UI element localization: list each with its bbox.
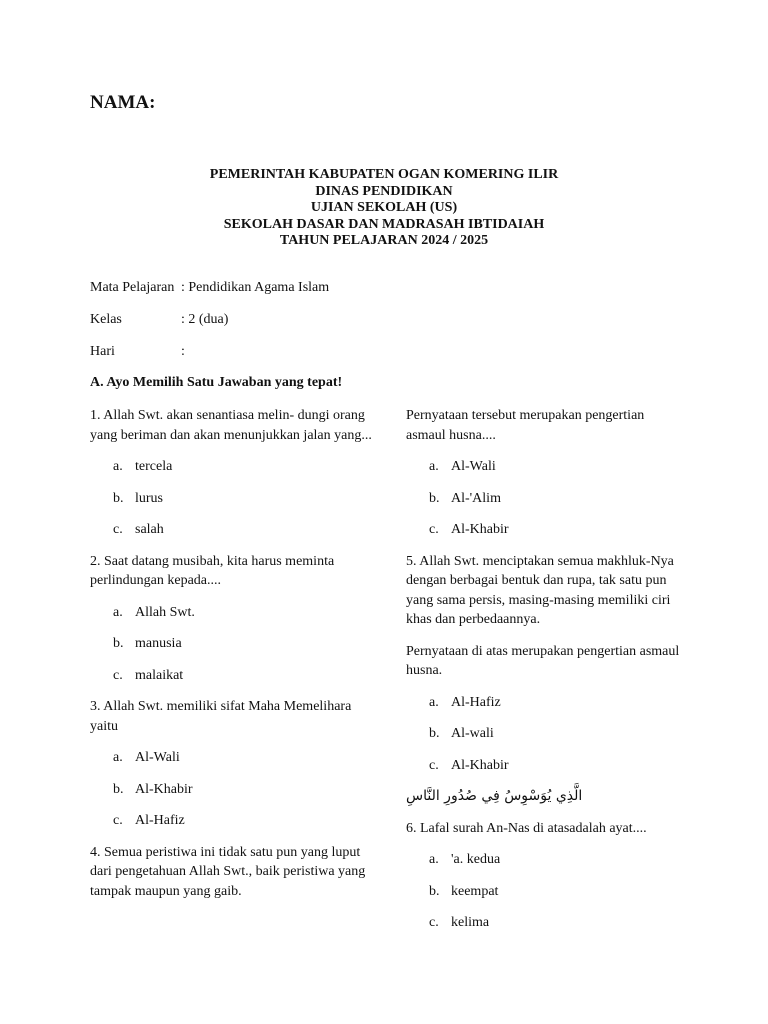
q2-option-b: b. manusia — [113, 636, 182, 651]
question-4: 4. Semua peristiwa ini tidak satu pun yang luput dari pengetahuan Allah Swt., baik peristiwa yang tampak maupun yang gaib. — [90, 844, 366, 899]
header-line-department: DINAS PENDIDIKAN — [315, 183, 453, 199]
question-4-continued: Pernyataan tersebut merupakan pengertian asmaul husna.... — [406, 408, 645, 443]
header-line-school: SEKOLAH DASAR DAN MADRASAH IBTIDAIAH — [223, 216, 545, 232]
q6-option-c: c. kelima — [429, 915, 490, 930]
header-line-year: TAHUN PELAJARAN 2024 / 2025 — [279, 233, 489, 248]
q2-option-a: a. Allah Swt. — [113, 604, 195, 620]
q3-option-a: a. Al-Wali — [113, 750, 180, 765]
question-2: 2. Saat datang musibah, kita harus meminta perlindungan kepada.... — [90, 553, 335, 588]
nama-label: NAMA: — [90, 92, 156, 113]
question-1: 1. Allah Swt. akan senantiasa melin- dungi orang yang beriman dan akan menunjukkan jalan yang... — [90, 408, 372, 443]
q6-option-b: b. keempat — [429, 883, 499, 899]
day-label: Hari — [90, 344, 115, 359]
q4-option-a: a. Al-Wali — [429, 459, 496, 474]
q5-option-a: a. Al-Hafiz — [429, 694, 501, 710]
q1-option-a: a. tercela — [113, 459, 173, 474]
right-column — [406, 406, 686, 945]
info-row-subject — [90, 280, 329, 296]
q4-option-c: c. Al-Khabir — [429, 522, 509, 537]
class-label: Kelas — [90, 312, 122, 327]
q3-option-c: c. Al-Hafiz — [113, 813, 185, 828]
q1-option-b: b. lurus — [113, 490, 163, 506]
exam-header — [0, 167, 768, 250]
header-line-government: PEMERINTAH KABUPATEN OGAN KOMERING ILIR — [209, 167, 559, 182]
q2-option-c: c. malaikat — [113, 667, 184, 683]
subject-label: Mata Pelajaran — [90, 280, 175, 295]
question-5: 5. Allah Swt. menciptakan semua makhluk-Nya dengan berbagai bentuk dan rupa, tak satu pun yang sama persis, masing-masing memiliki ciri khas dan perbedaannya. — [406, 553, 674, 627]
day-value: : — [181, 344, 185, 359]
left-column — [90, 406, 372, 913]
q5-option-c: c. Al-Khabir — [429, 757, 509, 773]
header-line-exam: UJIAN SEKOLAH (US) — [310, 200, 458, 215]
question-5-continued: Pernyataan di atas merupakan pengertian asmaul husna. — [406, 643, 680, 678]
q1-option-c: c. salah — [113, 522, 164, 537]
info-row-class — [90, 312, 228, 328]
question-6: 6. Lafal surah An-Nas di atasadalah ayat.... — [406, 820, 647, 836]
question-3: 3. Allah Swt. memiliki sifat Maha Memelihara yaitu — [90, 699, 352, 734]
q5-option-b: b. Al-wali — [429, 726, 494, 741]
q6-option-a: a. 'a. kedua — [429, 852, 501, 867]
subject-value: : Pendidikan Agama Islam — [181, 280, 330, 295]
q4-option-b: b. Al-'Alim — [429, 490, 501, 506]
section-a-title: A. Ayo Memilih Satu Jawaban yang tepat! — [90, 375, 343, 390]
info-row-day — [90, 344, 185, 360]
class-value: : 2 (dua) — [181, 312, 229, 327]
q3-option-b: b. Al-Khabir — [113, 781, 193, 797]
arabic-verse: الَّذِي يُوَسْوِسُ فِي صُدُورِ النَّاسِ — [406, 788, 583, 804]
